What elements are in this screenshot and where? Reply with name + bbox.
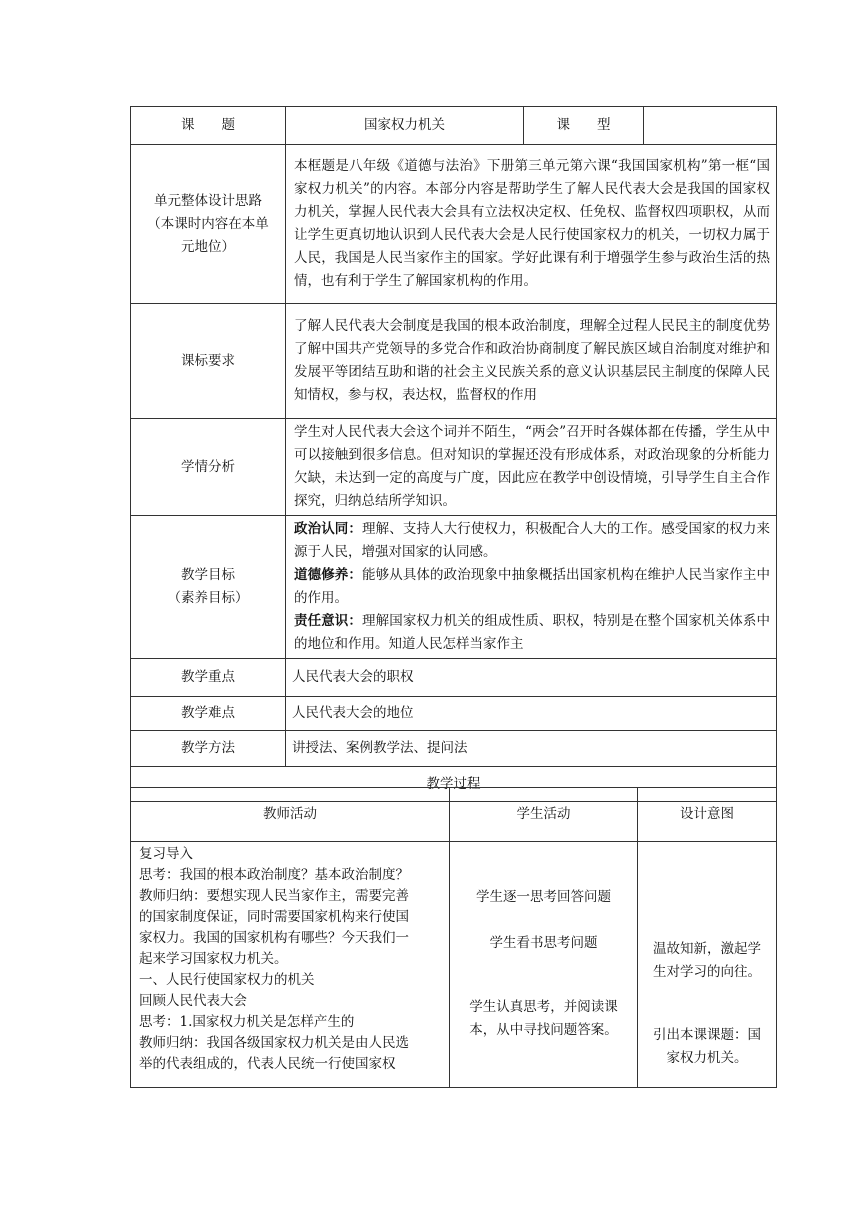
goals-label: 教学目标 （素养目标） [131, 516, 286, 659]
student-activity-header: 学生活动 [450, 788, 638, 842]
method-label: 教学方法 [131, 731, 286, 767]
focus-value: 人民代表大会的职权 [286, 659, 777, 697]
standards-row [131, 304, 777, 419]
goals-text [286, 516, 777, 659]
difficulty-row [131, 697, 777, 731]
learner-analysis-label: 学情分析 [131, 419, 286, 516]
goal-responsibility-text: 理解国家权力机关的组成性质、职权，特别是在整个国家机关体系中的地位和作用。知道人民怎样当家作主 [294, 613, 771, 652]
goal-moral-title: 道德修养： [294, 567, 363, 583]
process-title: 教学过程 [131, 767, 777, 802]
student-activity-3: 学生认真思考，并阅读课 本，从中寻找问题答案。 [469, 999, 618, 1038]
goals-row [131, 516, 777, 659]
process-content-row [131, 842, 777, 1088]
lesson-info-table [130, 106, 777, 802]
student-activity-2: 学生看书思考问题 [489, 935, 598, 951]
process-header-row [131, 788, 777, 842]
goal-responsibility-title: 责任意识： [294, 613, 363, 629]
goal-political-title: 政治认同： [294, 521, 363, 537]
method-row [131, 731, 777, 767]
method-value: 讲授法、案例教学法、提问法 [286, 731, 777, 767]
unit-design-label: 单元整体设计思路 （本课时内容在本单 元地位） [131, 145, 286, 304]
standards-text: 了解人民代表大会制度是我国的根本政治制度，理解全过程人民民主的制度优势了解中国共产党领导的多党合作和政治协商制度了解民族区域自治制度对维护和发展平等团结互助和谐的社会主义民族关系的意义认识基层民主制度的保障人民知情权，参与权，表达权，监督权的作用 [286, 304, 777, 419]
unit-design-row [131, 145, 777, 304]
goal-political-text: 理解、支持人大行使权力，积极配合人大的工作。感受国家的权力来源于人民，增强对国家的认同感。 [294, 521, 771, 560]
topic-value: 国家权力机关 [286, 107, 524, 145]
difficulty-label: 教学难点 [131, 697, 286, 731]
student-activity-cell [450, 842, 638, 1088]
design-intent-header: 设计意图 [638, 788, 777, 842]
topic-label: 课 题 [131, 107, 286, 145]
design-intent-cell [638, 842, 777, 1088]
unit-design-text: 本框题是八年级《道德与法治》下册第三单元第六课“我国国家机构”第一框“国家权力机关”的内容。本部分内容是帮助学生了解人民代表大会是我国的国家权力机关，掌握人民代表大会具有立法权决定权、任免权、监督权四项职权，从而让学生更真切地认识到人民代表大会是人民行使国家权力的机关，一切权力属于人民，我国是人民当家作主的国家。学好此课有利于增强学生参与政治生活的热情，也有利于学生了解国家机构的作用。 [286, 145, 777, 304]
design-intent-2: 引出本课课题：国 家权力机关。 [653, 1027, 761, 1066]
teacher-activity-cell: 复习导入 思考：我国的根本政治制度？基本政治制度？ 教师归纳：要想实现人民当家作主，需要完善 的国家制度保证，同时需要国家机构来行使国 家权力。我国的国家机构有哪些？今天我们一 起来学习国家权力机关。 一、人民行使国家权力的机关 回顾人民代表大会 思考：1.国家权力机关是怎样产生的 教师归纳：我国各级国家权力机关是由人民选 举的代表组成的，代表人民统一行使国家权 [131, 842, 450, 1088]
goal-moral-text: 能够从具体的政治现象中抽象概括出国家机构在维护人民当家作主中的作用。 [294, 567, 771, 606]
difficulty-value: 人民代表大会的地位 [286, 697, 777, 731]
teacher-activity-header: 教师活动 [131, 788, 450, 842]
focus-label: 教学重点 [131, 659, 286, 697]
learner-analysis-row [131, 419, 777, 516]
student-activity-1: 学生逐一思考回答问题 [476, 889, 611, 905]
type-label: 课 型 [524, 107, 644, 145]
standards-label: 课标要求 [131, 304, 286, 419]
process-table [130, 787, 777, 1088]
focus-row [131, 659, 777, 697]
learner-analysis-text: 学生对人民代表大会这个词并不陌生，“两会”召开时各媒体都在传播，学生从中可以接触到很多信息。但对知识的掌握还没有形成体系，对政治现象的分析能力欠缺，未达到一定的高度与广度，因此应在教学中创设情境，引导学生自主合作探究，归纳总结所学知识。 [286, 419, 777, 516]
design-intent-1: 温故知新，激起学 生对学习的向往。 [653, 941, 761, 980]
type-value [644, 107, 777, 145]
header-row [131, 107, 777, 145]
